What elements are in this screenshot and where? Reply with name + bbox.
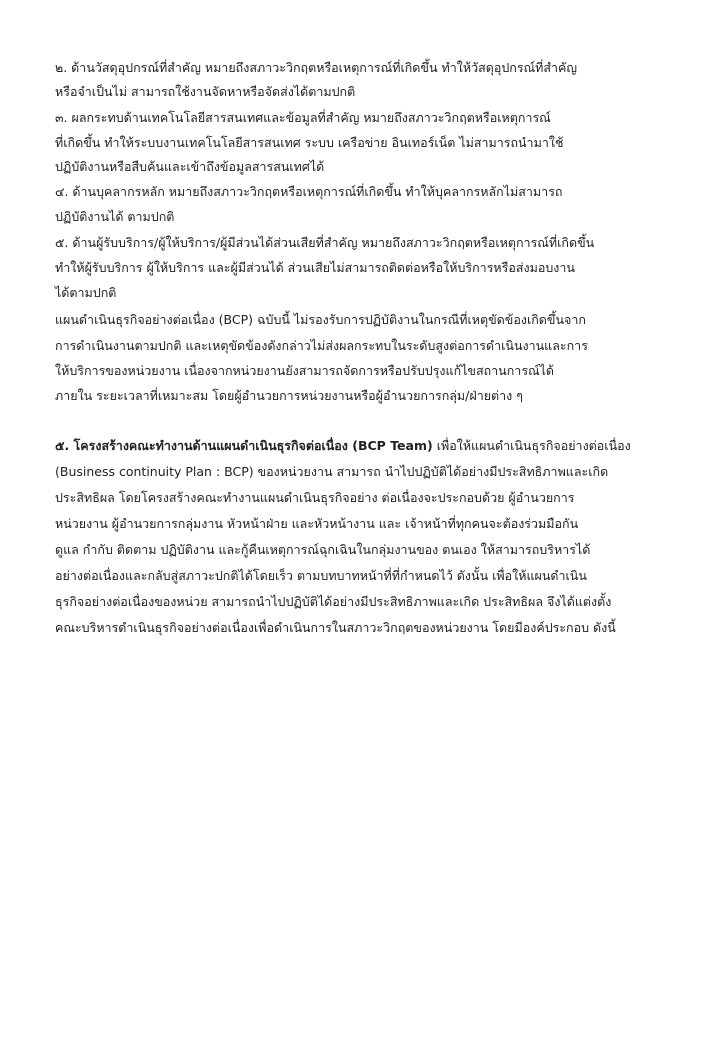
paragraph-line: ดูแล กำกับ ติดตาม ปฏิบัติงาน และกู้คืนเหตุการณ์ฉุกเฉินในกลุ่มงานของ ตนเอง ให้สามารถบริหารได้ [55, 542, 591, 557]
paragraph-line: ทำให้ผู้รับบริการ ผู้ให้บริการ และผู้มีส่วนได้ ส่วนเสียไม่สามารถติดต่อหรือให้บริการหรือส่งมอบงาน [55, 260, 575, 275]
paragraph-line: ภายใน ระยะเวลาที่เหมาะสม โดยผู้อำนวยการหน่วยงานหรือผู้อำนวยการกลุ่ม/ฝ่ายต่าง ๆ [55, 388, 523, 403]
paragraph-line: คณะบริหารดำเนินธุรกิจอย่างต่อเนื่องเพื่อดำเนินการในสภาวะวิกฤตของหน่วยงาน โดยมีองค์ประกอบ ดังนี้ [55, 620, 616, 635]
paragraph-line: ปฏิบัติงานหรือสืบค้นและเข้าถึงข้อมูลสารสนเทศได้ [55, 159, 325, 174]
paragraph-line: ๕. ด้านผู้รับบริการ/ผู้ให้บริการ/ผู้มีส่วนได้ส่วนเสียที่สำคัญ หมายถึงสภาวะวิกฤตหรือเหตุการณ์ที่เกิดขึ้น [55, 235, 595, 250]
paragraph-line: หรือจำเป็นไม่ สามารถใช้งานจัดหาหรือจัดส่งได้ตามปกติ [55, 84, 356, 99]
paragraph-line: หน่วยงาน ผู้อำนวยการกลุ่มงาน หัวหน้าฝ่าย และหัวหน้างาน และ เจ้าหน้าที่ทุกคนจะต้องร่วมมือกัน [55, 516, 579, 531]
paragraph-line: ได้ตามปกติ [55, 285, 117, 300]
paragraph-line: อย่างต่อเนื่องและกลับสู่สภาวะปกติได้โดยเร็ว ตามบทบาทหน้าที่ที่กำหนดไว้ ดังนั้น เพื่อให้แผนดำเนิน [55, 568, 587, 583]
paragraph-line: ที่เกิดขึ้น ทำให้ระบบงานเทคโนโลยีสารสนเทศ ระบบ เครือข่าย อินเทอร์เน็ต ไม่สามารถนำมาใช้ [55, 135, 564, 150]
paragraph-line: (Business continuity Plan : BCP) ของหน่วยงาน สามารถ นำไปปฏิบัติได้อย่างมีประสิทธิภาพและเกิด [55, 464, 609, 479]
paragraph-line: ปฏิบัติงานได้ ตามปกติ [55, 209, 175, 224]
paragraph-line: ให้บริการของหน่วยงาน เนื่องจากหน่วยงานยังสามารถจัดการหรือปรับปรุงแก้ไขสถานการณ์ได้ [55, 363, 555, 378]
paragraph-line: แผนดำเนินธุรกิจอย่างต่อเนื่อง (BCP) ฉบับนี้ ไม่รองรับการปฏิบัติงานในกรณีที่เหตุขัดข้องเกิดขึ้นจาก [55, 312, 586, 327]
paragraph-line: ๔. ด้านบุคลากรหลัก หมายถึงสภาวะวิกฤตหรือเหตุการณ์ที่เกิดขึ้น ทำให้บุคลากรหลักไม่สามารถ [55, 184, 563, 199]
paragraph-line: ธุรกิจอย่างต่อเนื่องของหน่วย สามารถนำไปปฏิบัติได้อย่างมีประสิทธิภาพและเกิด ประสิทธิผล จึงได้แต่งตั้ง [55, 594, 612, 609]
paragraph-line: ๓. ผลกระทบด้านเทคโนโลยีสารสนเทศและข้อมูลที่สำคัญ หมายถึงสภาวะวิกฤตหรือเหตุการณ์ [55, 110, 551, 125]
section5-heading-tail: เพื่อให้แผนดำเนินธุรกิจอย่างต่อเนื่อง [432, 438, 631, 453]
paragraph-line: การดำเนินงานตามปกติ และเหตุขัดข้องดังกล่าวไม่ส่งผลกระทบในระดับสูงต่อการดำเนินงานและการ [55, 338, 588, 353]
paragraph-line: ประสิทธิผล โดยโครงสร้างคณะทำงานแผนดำเนินธุรกิจอย่าง ต่อเนื่องจะประกอบด้วย ผู้อำนวยการ [55, 490, 575, 505]
section5-heading: ๕. โครงสร้างคณะทำงานด้านแผนดำเนินธุรกิจต่อเนื่อง (BCP Team) [55, 438, 433, 453]
paragraph-line: ๒. ด้านวัสดุอุปกรณ์ที่สำคัญ หมายถึงสภาวะวิกฤตหรือเหตุการณ์ที่เกิดขึ้น ทำให้วัสดุอุปกรณ์ที่สำคัญ [55, 60, 578, 75]
section5-first-line [55, 436, 695, 456]
